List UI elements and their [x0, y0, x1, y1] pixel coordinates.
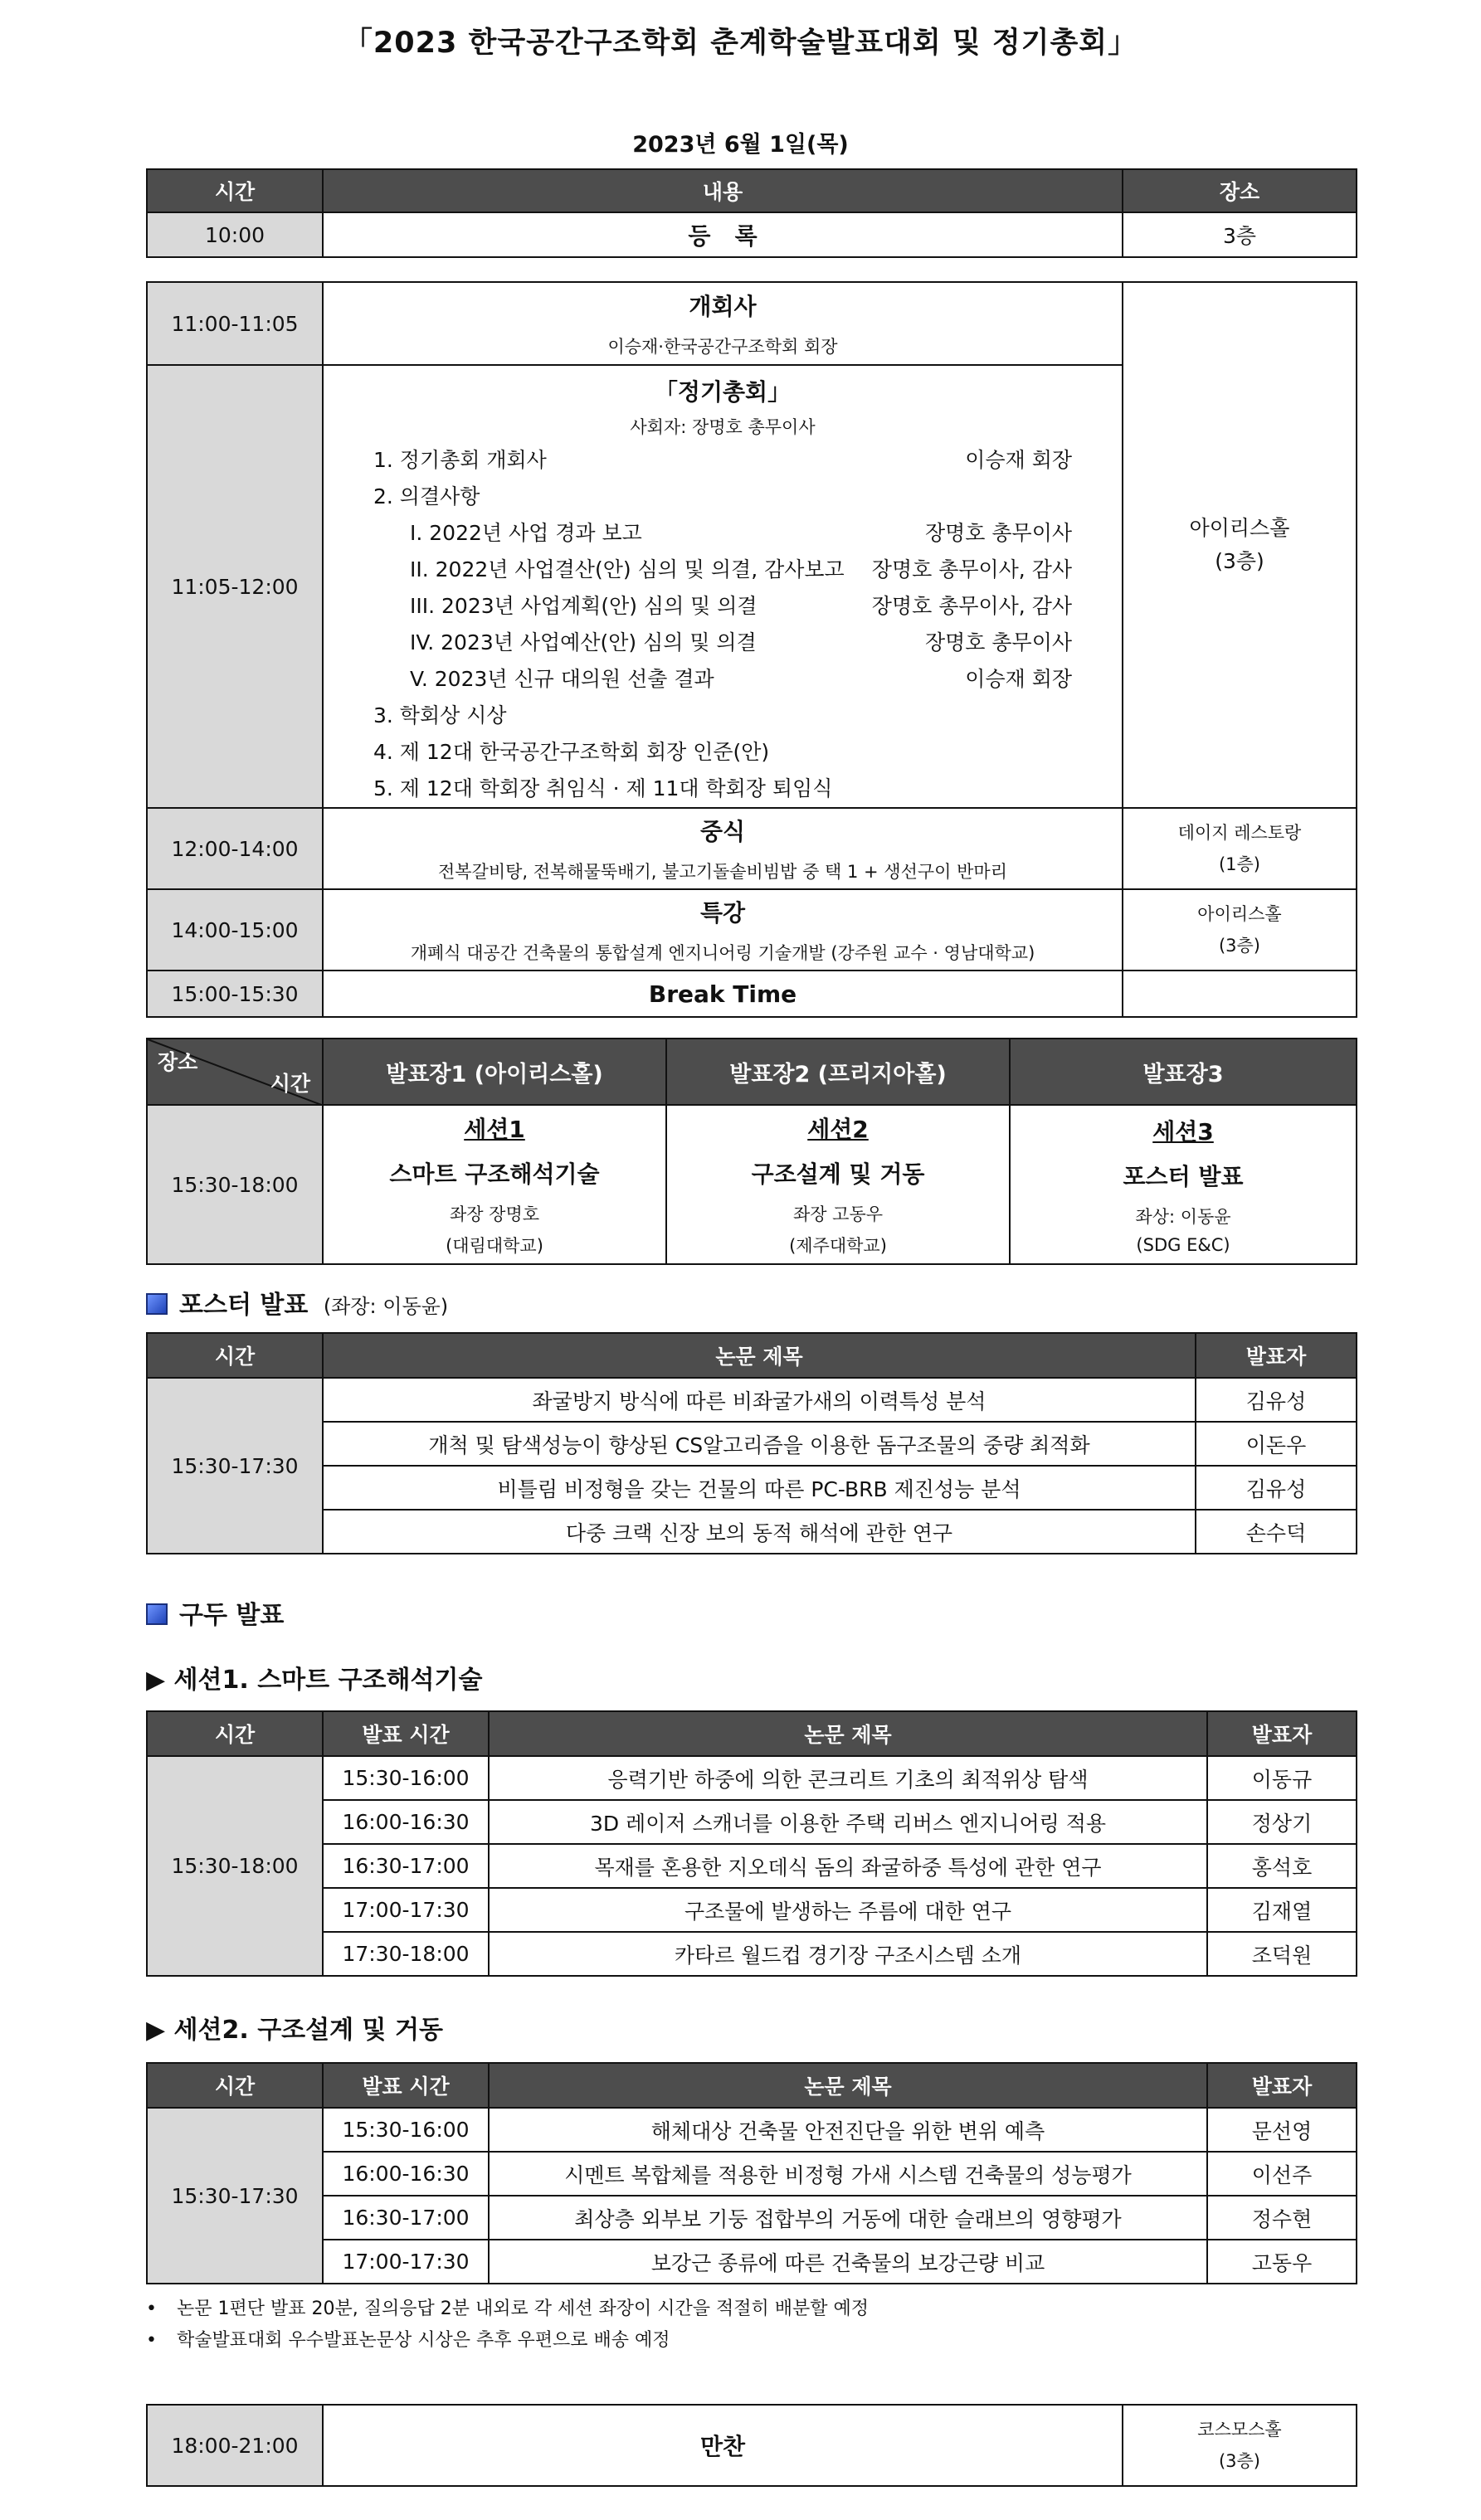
col-header-place: 장소 — [1123, 169, 1357, 212]
s1-row-presenter: 이동규 — [1207, 1756, 1357, 1800]
note-item: • 논문 1편단 발표 20분, 질의응답 2분 내외로 각 세션 좌장이 시간을 적절히 배분할 예정 — [146, 2294, 869, 2325]
opening-content — [323, 282, 1123, 365]
session-grid-time: 15:30-18:00 — [147, 1105, 323, 1264]
agenda-item-label: I. 2022년 사업 경과 보고 — [410, 521, 642, 545]
s1-row-slot: 17:00-17:30 — [323, 1888, 489, 1932]
session-1-cell — [323, 1105, 666, 1264]
session-2-affil: (제주대학교) — [789, 1236, 887, 1256]
agenda-item-person: 장명호 총무이사, 감사 — [871, 594, 1072, 618]
lecture-content — [323, 889, 1123, 971]
agenda-item-person: 장명호 총무이사 — [925, 630, 1072, 654]
poster-row-presenter: 이돈우 — [1196, 1422, 1357, 1466]
lunch-content — [323, 808, 1123, 889]
lecture-place-line1: 아이리스홀 — [1197, 904, 1282, 924]
col-header-content: 내용 — [323, 169, 1123, 212]
s1-row-presenter: 정상기 — [1207, 1800, 1357, 1844]
poster-row-presenter: 김유성 — [1196, 1378, 1357, 1422]
hall-3-header: 발표장3 — [1010, 1039, 1357, 1105]
s1-row-title: 카타르 월드컵 경기장 구조시스템 소개 — [489, 1932, 1207, 1976]
agenda-item-person: 이승재 회장 — [965, 448, 1072, 472]
agenda-item — [324, 734, 1122, 771]
poster-row-presenter: 김유성 — [1196, 1466, 1357, 1510]
s1-time: 15:30-18:00 — [147, 1756, 323, 1976]
assembly-content — [323, 365, 1123, 808]
note-item: • 학술발표대회 우수발표논문상 시상은 추후 우편으로 배송 예정 — [146, 2325, 869, 2357]
opening-time: 11:00-11:05 — [147, 282, 323, 365]
notes-list — [146, 2294, 869, 2357]
s2-header-time: 시간 — [147, 2063, 323, 2108]
agenda-item-label: 3. 학회상 시상 — [373, 703, 507, 727]
session-2-name: 세션2 — [807, 1116, 869, 1143]
assembly-place-line1: 아이리스홀 — [1189, 516, 1290, 540]
agenda-item-label: 2. 의결사항 — [373, 484, 480, 508]
poster-row-title: 개척 및 탐색성능이 향상된 CS알고리즘을 이용한 돔구조물의 중량 최적화 — [323, 1422, 1196, 1466]
registration-table — [146, 168, 1357, 258]
square-bullet-icon — [146, 1293, 168, 1315]
s1-row-slot: 16:00-16:30 — [323, 1800, 489, 1844]
lecture-place-line2: (3층) — [1218, 936, 1261, 956]
poster-header-presenter: 발표자 — [1196, 1333, 1357, 1378]
s1-row-presenter: 조덕원 — [1207, 1932, 1357, 1976]
s2-row-slot: 17:00-17:30 — [323, 2240, 489, 2284]
lunch-place — [1123, 808, 1357, 889]
poster-time: 15:30-17:30 — [147, 1378, 323, 1554]
agenda-item-label: II. 2022년 사업결산(안) 심의 및 의결, 감사보고 — [410, 557, 845, 581]
s1-row-title: 목재를 혼용한 지오데식 돔의 좌굴하중 특성에 관한 연구 — [489, 1844, 1207, 1888]
assembly-agenda — [324, 442, 1122, 807]
hall-1-header: 발표장1 (아이리스홀) — [323, 1039, 666, 1105]
s1-row-slot: 17:30-18:00 — [323, 1932, 489, 1976]
s1-header-title: 논문 제목 — [489, 1711, 1207, 1756]
lecture-title: 특강 — [699, 899, 746, 927]
break-time: 15:00-15:30 — [147, 971, 323, 1017]
s2-row-presenter: 문선영 — [1207, 2108, 1357, 2152]
s1-row-presenter: 홍석호 — [1207, 1844, 1357, 1888]
session-1-name: 세션1 — [464, 1116, 525, 1143]
poster-heading — [146, 1284, 448, 1321]
poster-row-title: 좌굴방지 방식에 따른 비좌굴가새의 이력특성 분석 — [323, 1378, 1196, 1422]
session-3-cell — [1010, 1105, 1357, 1264]
agenda-item — [324, 552, 1122, 588]
s2-header-title: 논문 제목 — [489, 2063, 1207, 2108]
lunch-title: 중식 — [699, 818, 746, 845]
s1-row-slot: 15:30-16:00 — [323, 1756, 489, 1800]
s1-row-title: 구조물에 발생하는 주름에 대한 연구 — [489, 1888, 1207, 1932]
s2-row-title: 해체대상 건축물 안전진단을 위한 변위 예측 — [489, 2108, 1207, 2152]
session-3-name: 세션3 — [1152, 1118, 1214, 1146]
event-date: 2023년 6월 1일(목) — [632, 132, 849, 158]
session-2-cell — [666, 1105, 1010, 1264]
assembly-title: 「정기총회」 — [654, 378, 792, 406]
agenda-item-person: 이승재 회장 — [965, 667, 1072, 691]
s1-row-title: 3D 레이저 스캐너를 이용한 주택 리버스 엔지니어링 적용 — [489, 1800, 1207, 1844]
session-2-topic: 구조설계 및 거동 — [751, 1160, 925, 1188]
corner-time: 시간 — [270, 1072, 310, 1096]
agenda-item-label: 1. 정기총회 개회사 — [373, 448, 547, 472]
s1-row-title: 응력기반 하중에 의한 콘크리트 기초의 최적위상 탐색 — [489, 1756, 1207, 1800]
opening-detail: 이승재·한국공간구조학회 회장 — [607, 337, 838, 357]
s2-row-title: 최상층 외부보 기둥 접합부의 거동에 대한 슬래브의 영향평가 — [489, 2196, 1207, 2240]
banquet-place — [1123, 2405, 1357, 2486]
poster-table — [146, 1332, 1357, 1554]
session1-table — [146, 1710, 1357, 1977]
poster-row-title: 비틀림 비정형을 갖는 건물의 따른 PC-BRB 제진성능 분석 — [323, 1466, 1196, 1510]
s2-row-presenter: 정수현 — [1207, 2196, 1357, 2240]
session-1-topic: 스마트 구조해석기술 — [389, 1160, 600, 1188]
assembly-place — [1123, 282, 1357, 808]
s2-row-title: 시멘트 복합체를 적용한 비정형 가새 시스템 건축물의 성능평가 — [489, 2152, 1207, 2196]
agenda-item — [324, 771, 1122, 807]
opening-title: 개회사 — [689, 293, 757, 320]
oral-heading — [146, 1594, 284, 1631]
session2-heading: ▶ 세션2. 구조설계 및 거동 — [146, 2016, 443, 2045]
agenda-item — [324, 698, 1122, 734]
s2-row-title: 보강근 종류에 따른 건축물의 보강근량 비교 — [489, 2240, 1207, 2284]
square-bullet-icon — [146, 1603, 168, 1625]
break-content: Break Time — [323, 971, 1123, 1017]
agenda-item-person: 장명호 총무이사, 감사 — [871, 557, 1072, 581]
s2-row-slot: 16:30-17:00 — [323, 2196, 489, 2240]
banquet-place-line2: (3층) — [1218, 2451, 1261, 2471]
agenda-item-label: III. 2023년 사업계획(안) 심의 및 의결 — [410, 594, 758, 618]
s1-header-presenter: 발표자 — [1207, 1711, 1357, 1756]
agenda-item-label: V. 2023년 신규 대의원 선출 결과 — [410, 667, 714, 691]
session-2-chair: 좌장 고동우 — [792, 1204, 884, 1224]
lunch-place-line2: (1층) — [1218, 854, 1261, 874]
poster-chair: (좌장: 이동윤) — [323, 1295, 449, 1318]
lecture-time: 14:00-15:00 — [147, 889, 323, 971]
poster-row-presenter: 손수덕 — [1196, 1510, 1357, 1554]
registration-content: 등 록 — [323, 212, 1123, 257]
grid-corner — [147, 1039, 323, 1105]
session-3-affil: (SDG E&C) — [1136, 1235, 1230, 1255]
agenda-item — [324, 479, 1122, 515]
banquet-place-line1: 코스모스홀 — [1197, 2420, 1282, 2440]
session-3-topic: 포스터 발표 — [1123, 1163, 1244, 1190]
agenda-item-label: 5. 제 12대 학회장 취임식 · 제 11대 학회장 퇴임식 — [373, 776, 833, 800]
session-1-chair: 좌장 장명호 — [449, 1204, 540, 1224]
agenda-item-person: 장명호 총무이사 — [925, 521, 1072, 545]
hall-2-header: 발표장2 (프리지아홀) — [666, 1039, 1010, 1105]
session-grid-table — [146, 1038, 1357, 1265]
session-1-affil: (대림대학교) — [446, 1236, 543, 1256]
s2-row-presenter: 이선주 — [1207, 2152, 1357, 2196]
agenda-item — [324, 588, 1122, 625]
lecture-detail: 개폐식 대공간 건축물의 통합설계 엔지니어링 기술개발 (강주원 교수 · 영남대학교) — [410, 943, 1035, 963]
s2-header-presenter: 발표자 — [1207, 2063, 1357, 2108]
s1-row-presenter: 김재열 — [1207, 1888, 1357, 1932]
break-place — [1123, 971, 1357, 1017]
page-title: 「2023 한국공간구조학회 춘계학술발표대회 및 정기총회」 — [343, 27, 1138, 60]
banquet-title: 만찬 — [323, 2405, 1123, 2486]
poster-header-time: 시간 — [147, 1333, 323, 1378]
s1-row-slot: 16:30-17:00 — [323, 1844, 489, 1888]
assembly-host: 사회자: 장명호 총무이사 — [630, 417, 816, 437]
assembly-place-line2: (3층) — [1215, 549, 1264, 573]
lunch-detail: 전복갈비탕, 전복해물뚝배기, 불고기돌솥비빔밥 중 택 1 + 생선구이 반마리 — [437, 862, 1007, 882]
s2-header-slot: 발표 시간 — [323, 2063, 489, 2108]
poster-header-title: 논문 제목 — [323, 1333, 1196, 1378]
s1-header-time: 시간 — [147, 1711, 323, 1756]
registration-time: 10:00 — [147, 212, 323, 257]
col-header-time: 시간 — [147, 169, 323, 212]
s2-row-slot: 15:30-16:00 — [323, 2108, 489, 2152]
lecture-place — [1123, 889, 1357, 971]
agenda-item-label: IV. 2023년 사업예산(안) 심의 및 의결 — [410, 630, 757, 654]
poster-row-title: 다중 크랙 신장 보의 동적 해석에 관한 연구 — [323, 1510, 1196, 1554]
main-program-table — [146, 281, 1357, 1018]
session-3-chair: 좌상: 이동윤 — [1135, 1207, 1231, 1227]
oral-heading-text: 구두 발표 — [179, 1601, 285, 1630]
s1-header-slot: 발표 시간 — [323, 1711, 489, 1756]
agenda-item — [324, 661, 1122, 698]
lunch-place-line1: 데이지 레스토랑 — [1177, 823, 1302, 843]
agenda-item — [324, 515, 1122, 552]
banquet-table — [146, 2404, 1357, 2487]
s2-row-slot: 16:00-16:30 — [323, 2152, 489, 2196]
session2-table — [146, 2062, 1357, 2284]
banquet-time: 18:00-21:00 — [147, 2405, 323, 2486]
assembly-time: 11:05-12:00 — [147, 365, 323, 808]
poster-heading-text: 포스터 발표 — [179, 1291, 309, 1320]
s2-time: 15:30-17:30 — [147, 2108, 323, 2284]
agenda-item — [324, 442, 1122, 479]
agenda-item-label: 4. 제 12대 한국공간구조학회 회장 인준(안) — [373, 740, 770, 764]
session1-heading: ▶ 세션1. 스마트 구조해석기술 — [146, 1666, 483, 1695]
registration-place: 3층 — [1123, 212, 1357, 257]
lunch-time: 12:00-14:00 — [147, 808, 323, 889]
agenda-item — [324, 625, 1122, 661]
corner-place: 장소 — [158, 1050, 198, 1074]
s2-row-presenter: 고동우 — [1207, 2240, 1357, 2284]
